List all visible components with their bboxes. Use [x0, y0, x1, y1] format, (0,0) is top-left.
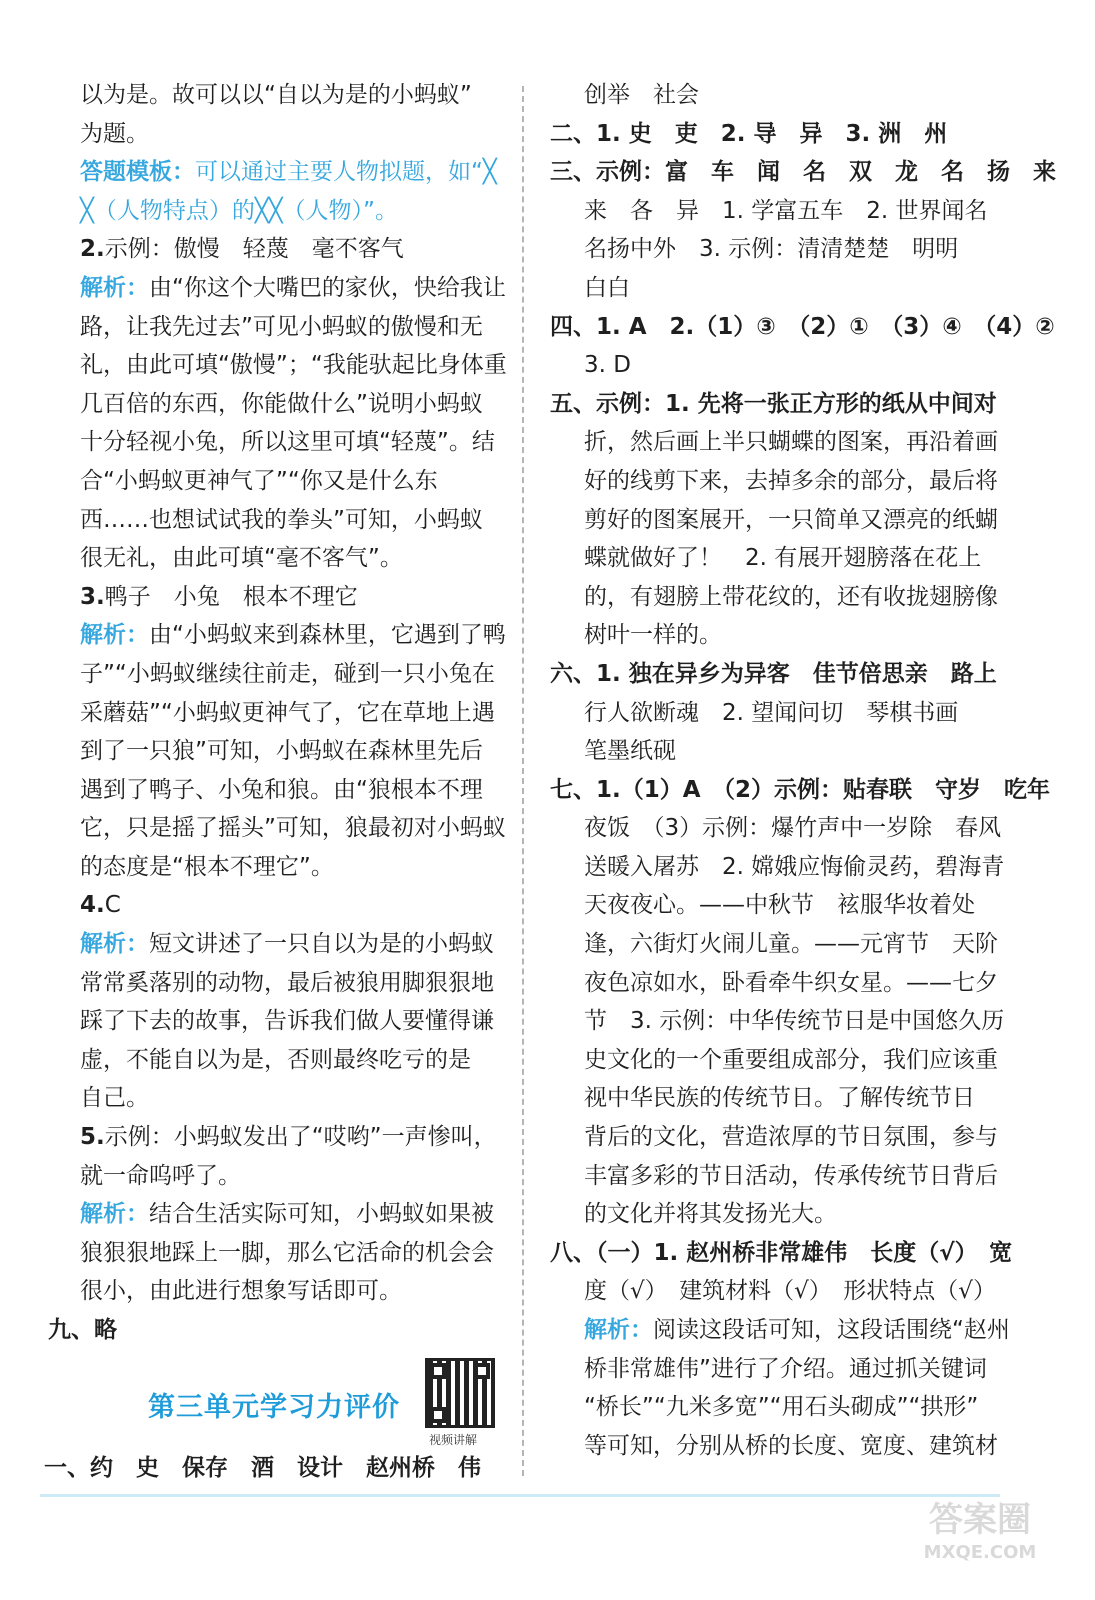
- text-line: 史文化的一个重要组成部分，我们应该重: [584, 1046, 998, 1073]
- unit-first-answer: 一、约 史 保存 酒 设计 赵州桥 伟: [44, 1455, 481, 1481]
- watermark-text: 答案圈: [929, 1500, 1031, 1540]
- qr-finder: [430, 1363, 446, 1379]
- template-text: 可以通过主要人物拟题，如“╳: [195, 159, 497, 186]
- text-line: 虚，不能自以为是，否则最终吃亏的是: [80, 1046, 471, 1073]
- left-column: [48, 76, 507, 1350]
- answer-line: [48, 1118, 504, 1157]
- text-line: 节 3. 示例：中华传统节日是中国悠久历: [584, 1008, 1005, 1035]
- text-line: 西……也想试试我的拳头”可知，小蚂蚁: [80, 506, 483, 533]
- analysis-label: 解析：: [584, 1317, 653, 1343]
- text-line: 的，有翅膀上带花纹的，还有收拢翅膀像: [584, 583, 998, 610]
- analysis-line: [48, 1195, 504, 1234]
- text-line: 背后的文化，营造浓厚的节日氛围，参与: [584, 1124, 998, 1151]
- analysis-text: 结合生活实际可知，小蚂蚁如果被: [149, 1201, 494, 1228]
- qr-label: 视频讲解: [429, 1433, 478, 1447]
- answer-template-label: 答题模板：: [80, 159, 195, 186]
- answer-line: [48, 886, 504, 925]
- footer-rule: [40, 1494, 1000, 1497]
- question-number: 2.: [80, 236, 105, 263]
- text-line: 它，只是摇了摇头”可知，狼最初对小蚂蚁: [80, 815, 506, 842]
- column-divider: [522, 86, 524, 1476]
- analysis-label: 解析：: [80, 931, 149, 958]
- text-line: 送暖入屠苏 2. 嫦娥应悔偷灵药，碧海青: [584, 853, 1005, 880]
- text-line: 天夜夜心。——中秋节 袨服华妆着处: [584, 892, 975, 919]
- analysis-text: 短文讲述了一只自以为是的小蚂蚁: [149, 931, 494, 958]
- analysis-text: 阅读这段话可知，这段话围绕“赵州: [653, 1317, 1010, 1343]
- text-line: 树叶一样的。: [584, 622, 722, 649]
- text-line: 为题。: [80, 120, 149, 147]
- text-line: 好的线剪下来，去掉多余的部分，最后将: [584, 467, 998, 494]
- analysis-line: [48, 925, 504, 964]
- analysis-label: 解析：: [80, 1201, 149, 1228]
- answer-line: [48, 230, 504, 269]
- answer-line: [48, 578, 504, 617]
- text-line: 以为是。故可以以“自以为是的小蚂蚁”: [80, 82, 472, 108]
- text-line: 丰富多彩的节日活动，传承传统节日背后: [584, 1162, 998, 1189]
- section-three: 三、示例：富 车 闻 名 双 龙 名 扬 来: [550, 159, 1056, 186]
- section-two: 二、1. 史 吏 2. 导 异 3. 洲 州: [550, 120, 948, 147]
- text-line: 子”“小蚂蚁继续往前走，碰到一只小兔在: [80, 660, 495, 687]
- text-line: 折，然后画上半只蝴蝶的图案，再沿着画: [584, 429, 998, 456]
- text-line: 十分轻视小兔，所以这里可填“轻蔑”。结: [80, 429, 495, 456]
- text-line: “桥长”“九米多宽”“用石头砌成”“拱形”: [584, 1394, 979, 1421]
- text-line: 白白: [584, 274, 630, 301]
- text-line: 就一命呜呼了。: [80, 1162, 241, 1189]
- answer-text: C: [104, 892, 121, 919]
- answer-text: 示例：小蚂蚁发出了“哎哟”一声惨叫，: [104, 1124, 497, 1151]
- analysis-text: 由“小蚂蚁来到森林里，它遇到了鸭: [149, 622, 506, 649]
- text-line: 自己。: [80, 1085, 149, 1112]
- section-five: 五、示例：1. 先将一张正方形的纸从中间对: [550, 390, 997, 417]
- text-line: 视中华民族的传统节日。了解传统节日: [584, 1085, 975, 1112]
- text-line: 笔墨纸砚: [584, 738, 676, 765]
- unit-title: 第三单元学习力评价: [148, 1392, 400, 1423]
- template-line: [48, 153, 504, 192]
- text-line: 路，让我先过去”可见小蚂蚁的傲慢和无: [80, 313, 483, 340]
- text-line: 剪好的图案展开，一只简单又漂亮的纸蝴: [584, 506, 998, 533]
- text-line: 合“小蚂蚁更神气了”“你又是什么东: [80, 467, 438, 494]
- text-line: 的态度是“根本不理它”。: [80, 853, 334, 880]
- analysis-label: 解析：: [80, 274, 149, 301]
- text-line: 采蘑菇”“小蚂蚁更神气了，它在草地上遇: [80, 699, 495, 726]
- section-six: 六、1. 独在异乡为异客 佳节倍思亲 路上: [550, 660, 997, 687]
- right-column: [550, 76, 1056, 1465]
- text-line: 很小，由此进行想象写话即可。: [80, 1278, 402, 1305]
- template-line: ╳（人物特点）的╳╳（人物）”。: [80, 197, 398, 224]
- text-line: 等可知，分别从桥的长度、宽度、建筑材: [584, 1432, 998, 1459]
- text-line: 来 各 异 1. 学富五车 2. 世界闻名: [584, 197, 988, 224]
- text-line: 礼，由此可填“傲慢”；“我能驮起比身体重: [80, 352, 507, 379]
- text-line: 蝶就做好了！ 2. 有展开翅膀落在花上: [584, 545, 982, 572]
- text-line: 行人欲断魂 2. 望闻问切 琴棋书画: [584, 699, 959, 726]
- analysis-line: [48, 269, 504, 308]
- answer-text: 鸭子 小兔 根本不理它: [104, 583, 358, 610]
- question-number: 4.: [80, 892, 105, 919]
- text-line: 3. D: [584, 352, 631, 379]
- analysis-line: [550, 1311, 1012, 1350]
- text-line: 夜饭 （3）示例：爆竹声中一岁除 春风: [584, 815, 1002, 842]
- text-line: 度（√） 建筑材料（√） 形状特点（√）: [584, 1278, 996, 1305]
- section-eight: 八、（一）1. 赵州桥非常雄伟 长度（√） 宽: [550, 1239, 1013, 1266]
- watermark-logo: [900, 1500, 1060, 1580]
- question-number: 3.: [80, 583, 105, 610]
- analysis-line: [48, 616, 504, 655]
- text-line: 到了一只狼”可知，小蚂蚁在森林里先后: [80, 738, 483, 765]
- analysis-text: 由“你这个大嘴巴的家伙，快给我让: [149, 274, 506, 301]
- text-line: 常常奚落别的动物，最后被狼用脚狠狠地: [80, 969, 494, 996]
- watermark-url: MXQE.COM: [923, 1542, 1037, 1563]
- section-seven: 七、1.（1）A （2）示例：贴春联 守岁 吃年: [550, 776, 1051, 803]
- section-nine: 九、略: [48, 1317, 117, 1343]
- text-line: 遇到了鸭子、小兔和狼。由“狼根本不理: [80, 776, 483, 803]
- text-line: 创举 社会: [584, 82, 699, 108]
- qr-finder: [430, 1407, 446, 1423]
- analysis-label: 解析：: [80, 622, 149, 649]
- answer-text: 示例：傲慢 轻蔑 毫不客气: [104, 236, 404, 263]
- text-line: 踩了下去的故事，告诉我们做人要懂得谦: [80, 1008, 494, 1035]
- section-four: 四、1. A 2.（1）③ （2）① （3）④ （4）②: [550, 313, 1055, 340]
- text-line: 很无礼，由此可填“毫不客气”。: [80, 545, 403, 572]
- text-line: 名扬中外 3. 示例：清清楚楚 明明: [584, 236, 959, 263]
- qr-code-icon[interactable]: [425, 1358, 495, 1428]
- text-line: 狼狠狠地踩上一脚，那么它活命的机会会: [80, 1239, 494, 1266]
- text-line: 逢，六街灯火闹儿童。——元宵节 天阶: [584, 931, 998, 958]
- text-line: 夜色凉如水，卧看牵牛织女星。——七夕: [584, 969, 998, 996]
- text-line: 桥非常雄伟”进行了介绍。通过抓关键词: [584, 1355, 987, 1382]
- text-line: 的文化并将其发扬光大。: [584, 1201, 837, 1228]
- question-number: 5.: [80, 1124, 105, 1151]
- text-line: 几百倍的东西，你能做什么”说明小蚂蚁: [80, 390, 483, 417]
- qr-finder: [474, 1363, 490, 1379]
